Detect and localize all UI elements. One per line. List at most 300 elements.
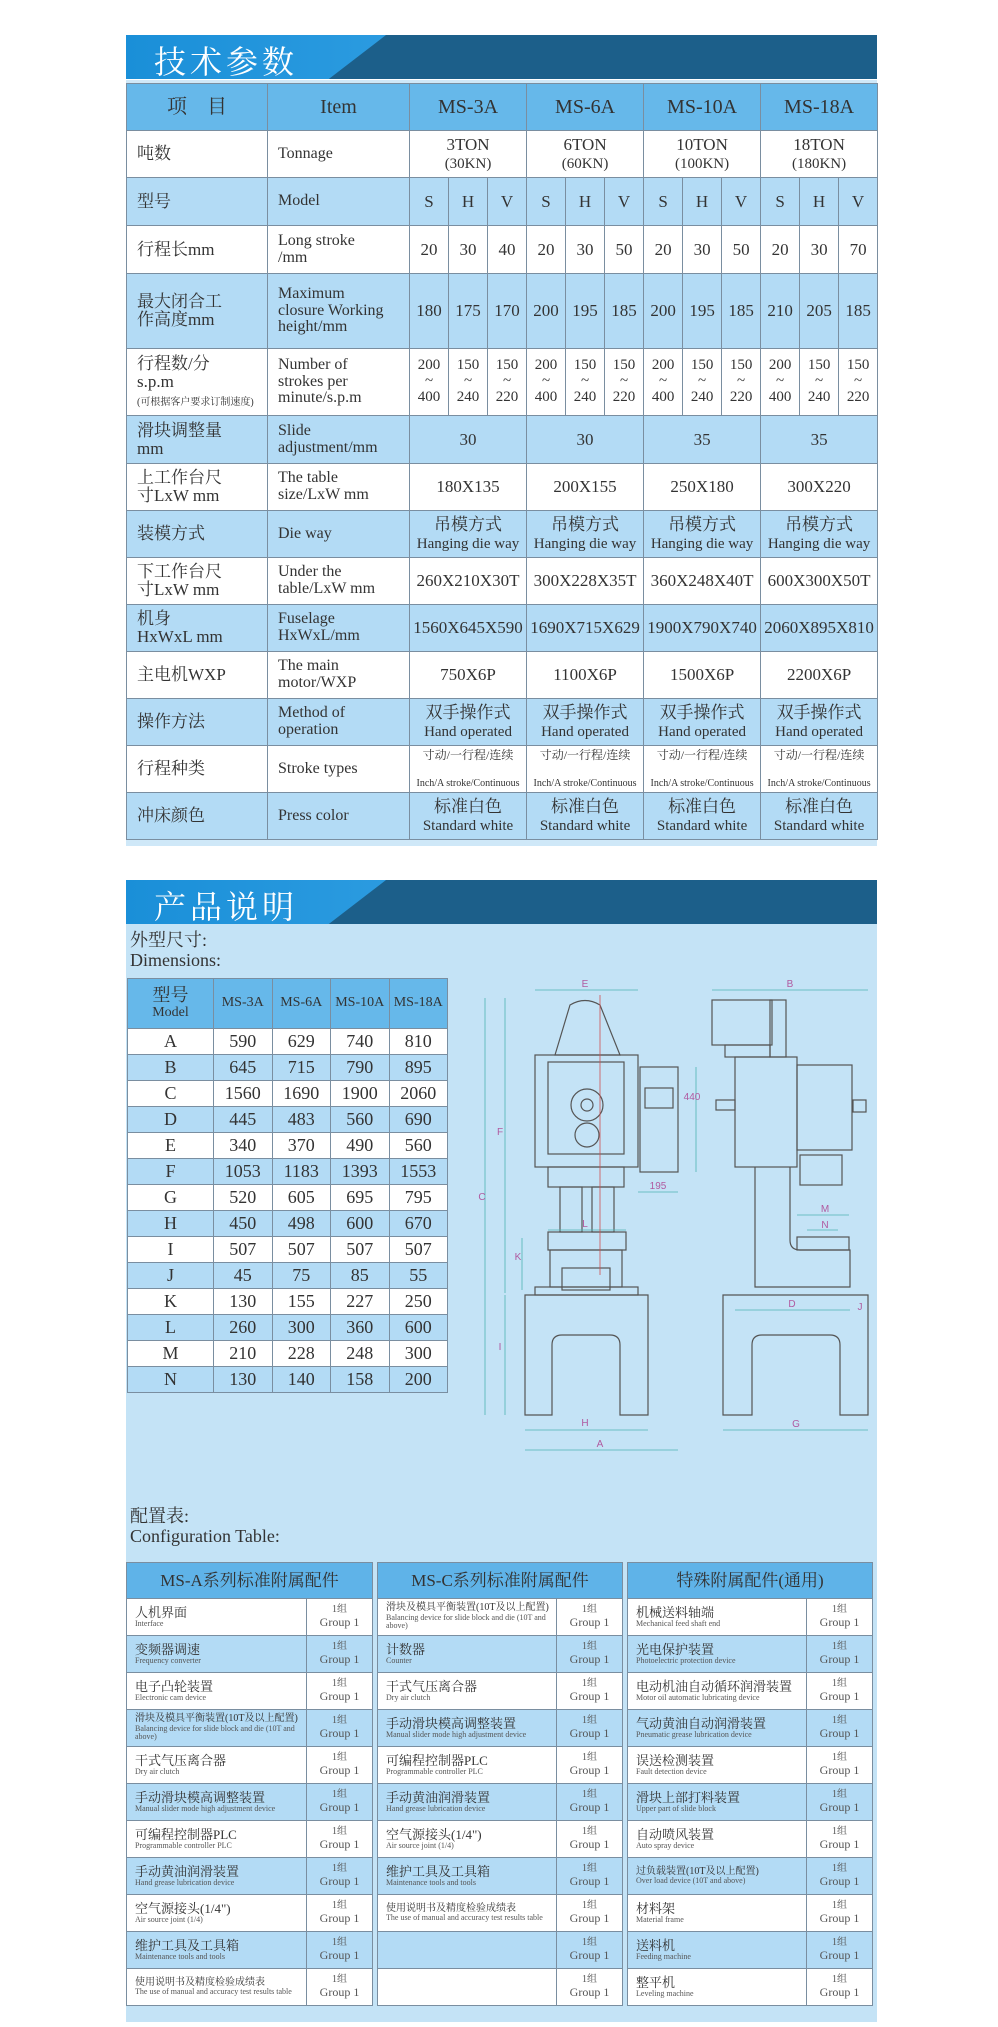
config-item: [127, 1710, 307, 1747]
value-line-2: Hand operated: [775, 723, 863, 740]
dimension-value: 629: [272, 1029, 331, 1055]
config-quantity: [307, 1895, 373, 1932]
config-quantity: [307, 1932, 373, 1969]
spec-value: [644, 746, 761, 793]
config-item: [378, 1969, 557, 2006]
dimension-value: 520: [214, 1185, 273, 1211]
spec-row: [127, 558, 878, 605]
drawing-label-n: N: [821, 1220, 829, 1231]
config-item-zh: 气动黄油自动润滑装置: [636, 1715, 767, 1731]
config-header-row: [378, 1563, 623, 1599]
spec-value: 210: [761, 274, 800, 349]
spec-row-label-zh: [127, 226, 268, 274]
dimension-value: 1393: [331, 1159, 390, 1185]
spec-value: S: [527, 178, 566, 226]
config-item: [628, 1599, 807, 1636]
config-item-zh: 手动黄油润滑装置: [386, 1789, 491, 1805]
spec-value: 20: [410, 226, 449, 274]
spec-header-cell: MS-18A: [761, 84, 878, 131]
quantity-en: Group 1: [569, 1910, 610, 1925]
quantity-zh: 1组: [832, 1604, 847, 1616]
spec-row: [127, 349, 878, 416]
label-zh: 行程种类: [137, 759, 205, 779]
drawing-label-k: K: [514, 1252, 522, 1263]
config-item: [127, 1821, 307, 1858]
spec-value: 150 ~ 220: [488, 349, 527, 416]
quantity-en: Group 1: [819, 1614, 860, 1629]
spec-value: [527, 699, 644, 746]
quantity-en: Group 1: [319, 1836, 360, 1851]
config-row: [378, 1895, 623, 1932]
value-line-2: Standard white: [773, 817, 865, 834]
dimension-key: G: [128, 1185, 214, 1211]
value-line-1: 标准白色: [668, 796, 737, 816]
spec-row-label-en: Long stroke /mm: [268, 226, 410, 274]
spec-row: [127, 178, 878, 226]
spec-value: 35: [761, 416, 878, 464]
spec-value: [761, 793, 878, 840]
config-item: [378, 1599, 557, 1636]
config-item-zh: 整平机: [636, 1974, 676, 1990]
spec-row-label-zh: [127, 558, 268, 605]
quantity-zh: 1组: [832, 1937, 847, 1949]
spec-row-label-zh: [127, 652, 268, 699]
config-quantity: [807, 1895, 873, 1932]
dimension-key: F: [128, 1159, 214, 1185]
value-line-2: Hanging die way: [650, 535, 754, 552]
spec-header-cell: 项 目: [127, 84, 268, 131]
spec-value: 250X180: [644, 464, 761, 511]
quantity-en: Group 1: [819, 1836, 860, 1851]
dimension-value: 1690: [272, 1081, 331, 1107]
config-item-zh: 空气源接头(1/4"): [386, 1826, 482, 1842]
spec-row: [127, 226, 878, 274]
config-row: [628, 1784, 873, 1821]
dimension-value: 228: [272, 1341, 331, 1367]
dimensions-header-row: [128, 979, 448, 1029]
config-item-en: Frequency converter: [135, 1655, 201, 1665]
config-item: [378, 1858, 557, 1895]
config-item-zh: 可编程控制器PLC: [386, 1752, 488, 1768]
config-row: [127, 1821, 373, 1858]
drawing-label-j: J: [857, 1302, 863, 1313]
label-zh: 吨数: [137, 144, 171, 164]
dimension-value: 645: [214, 1055, 273, 1081]
value-line-1: 标准白色: [785, 796, 854, 816]
drawing-label-c: C: [478, 1192, 486, 1203]
dimension-value: 85: [331, 1263, 390, 1289]
label-zh: 滑块调整量 mm: [137, 420, 222, 458]
spec-value: 30: [800, 226, 839, 274]
spec-value: [410, 511, 527, 558]
config-row: [378, 1599, 623, 1636]
quantity-zh: 1组: [832, 1789, 847, 1801]
config-quantity: [557, 1784, 623, 1821]
config-item-zh: 手动滑块模高调整装置: [135, 1789, 266, 1805]
drawing-label-l: L: [582, 1219, 588, 1230]
config-item-en: Electronic cam device: [135, 1692, 207, 1702]
config-item-en: Auto spray device: [636, 1840, 695, 1850]
value-line-1: 双手操作式: [776, 702, 862, 722]
dimension-value: 810: [389, 1029, 448, 1055]
config-row: [127, 1673, 373, 1710]
dimension-value: 200: [389, 1367, 448, 1393]
drawing-label-b: B: [786, 979, 794, 990]
config-row: [127, 1932, 373, 1969]
dimension-value: 250: [389, 1289, 448, 1315]
model-header: [128, 979, 214, 1029]
spec-value: V: [839, 178, 878, 226]
config-row: [378, 1784, 623, 1821]
dimension-value: 740: [331, 1029, 390, 1055]
value-line-2: Hand operated: [424, 723, 512, 740]
quantity-en: Group 1: [569, 1947, 610, 1962]
spec-value: 1900X790X740: [644, 605, 761, 652]
spec-row-label-zh: [127, 416, 268, 464]
quantity-en: Group 1: [319, 1984, 360, 1999]
config-item: [127, 1599, 307, 1636]
spec-value: 360X248X40T: [644, 558, 761, 605]
spec-row-label-en: Method of operation: [268, 699, 410, 746]
config-item: [628, 1821, 807, 1858]
dimension-value: 600: [389, 1315, 448, 1341]
config-row: [628, 1895, 873, 1932]
config-quantity: [557, 1710, 623, 1747]
value-line-2: Standard white: [656, 817, 748, 834]
spec-value: 150 ~ 220: [605, 349, 644, 416]
spec-value: 150 ~ 220: [839, 349, 878, 416]
dimension-value: 795: [389, 1185, 448, 1211]
config-quantity: [307, 1784, 373, 1821]
config-item: [628, 1858, 807, 1895]
spec-row-label-en: Under the table/LxW mm: [268, 558, 410, 605]
label-note: (可根据客户要求订制速度): [137, 396, 254, 408]
dimension-row: [128, 1029, 448, 1055]
quantity-zh: 1组: [832, 1752, 847, 1764]
spec-value: 170: [488, 274, 527, 349]
quantity-en: Group 1: [819, 1688, 860, 1703]
drawing-label-195: 195: [649, 1181, 667, 1192]
dimension-value: 210: [214, 1341, 273, 1367]
config-item-en: Fault detection device: [636, 1766, 707, 1776]
spec-header-row: [127, 84, 878, 131]
spec-value: 30: [566, 226, 605, 274]
dimension-value: 715: [272, 1055, 331, 1081]
value-line-1: 寸动/一行程/连续: [539, 747, 631, 762]
spec-value: 195: [683, 274, 722, 349]
spec-value: 185: [839, 274, 878, 349]
value-line-1: 吊模方式: [434, 514, 503, 534]
spec-value: 150 ~ 240: [566, 349, 605, 416]
spec-value: 260X210X30T: [410, 558, 527, 605]
config-item-en: The use of manual and accuracy test results table: [135, 1987, 292, 1997]
dimension-value: 55: [389, 1263, 448, 1289]
quantity-en: Group 1: [819, 1799, 860, 1814]
config-row: [378, 1636, 623, 1673]
config-header-row: [127, 1563, 373, 1599]
quantity-en: Group 1: [569, 1984, 610, 1999]
value-line-1: 标准白色: [434, 796, 503, 816]
value-line-1: 寸动/一行程/连续: [656, 747, 748, 762]
dimension-key: H: [128, 1211, 214, 1237]
drawing-label-e: E: [581, 979, 589, 990]
dimension-value: 695: [331, 1185, 390, 1211]
dimension-value: 560: [331, 1107, 390, 1133]
dimension-value: 507: [214, 1237, 273, 1263]
quantity-en: Group 1: [319, 1947, 360, 1962]
dimension-value: 690: [389, 1107, 448, 1133]
config-item: [628, 1932, 807, 1969]
spec-row-label-zh: [127, 746, 268, 793]
dimension-row: [128, 1315, 448, 1341]
config-quantity: [807, 1784, 873, 1821]
value-line-1: 标准白色: [551, 796, 620, 816]
dimension-value: 155: [272, 1289, 331, 1315]
spec-value: [761, 511, 878, 558]
config-item-zh: 自动喷风装置: [636, 1826, 715, 1842]
config-table: [377, 1562, 623, 2006]
spec-value: [410, 699, 527, 746]
config-item-zh: 计数器: [386, 1641, 426, 1657]
value-line-1: 3TON: [446, 134, 490, 154]
config-table: [126, 1562, 373, 2006]
value-line-2: Standard white: [422, 817, 514, 834]
spec-value: H: [683, 178, 722, 226]
dimension-value: 248: [331, 1341, 390, 1367]
quantity-en: Group 1: [569, 1614, 610, 1629]
config-item-zh: 干式气压离合器: [135, 1752, 227, 1768]
config-item: [628, 1895, 807, 1932]
dimension-key: M: [128, 1341, 214, 1367]
label-zh: 上工作台尺 寸LxW mm: [137, 468, 222, 505]
quantity-en: Group 1: [569, 1725, 610, 1740]
config-item-zh: 过负载装置(10T及以上配置): [636, 1865, 759, 1877]
front-view: [525, 1001, 678, 1416]
config-quantity: [307, 1636, 373, 1673]
dimension-value: 670: [389, 1211, 448, 1237]
config-row: [127, 1710, 373, 1747]
config-row: [628, 1932, 873, 1969]
spec-value: 20: [527, 226, 566, 274]
spec-value: 180X135: [410, 464, 527, 511]
config-item-en: The use of manual and accuracy test results table: [386, 1913, 543, 1923]
quantity-en: Group 1: [819, 1910, 860, 1925]
dimension-value: 75: [272, 1263, 331, 1289]
config-quantity: [807, 1969, 873, 2006]
spec-value: H: [449, 178, 488, 226]
quantity-zh: 1组: [332, 1937, 347, 1949]
dimensions-label-zh: 外型尺寸:: [130, 930, 208, 950]
spec-row-label-en: The table size/LxW mm: [268, 464, 410, 511]
config-item-en: Balancing device for slide block and die (10T and above): [135, 1723, 295, 1742]
spec-value: 150 ~ 220: [722, 349, 761, 416]
quantity-en: Group 1: [569, 1762, 610, 1777]
label-zh: 主电机WXP: [137, 665, 226, 685]
value-line-2: Inch/A stroke/Continuous: [767, 777, 871, 789]
config-item: [378, 1673, 557, 1710]
config-row: [628, 1821, 873, 1858]
dimension-key: K: [128, 1289, 214, 1315]
label-zh: 行程数/分 s.p.m: [137, 354, 210, 392]
config-quantity: [307, 1858, 373, 1895]
spec-value: 30: [410, 416, 527, 464]
spec-row-label-en: Maximum closure Working height/mm: [268, 274, 410, 349]
config-item-zh: 空气源接头(1/4"): [135, 1900, 231, 1916]
config-row: [628, 1710, 873, 1747]
model-header-zh: 型号: [152, 985, 189, 1006]
spec-value: 300X220: [761, 464, 878, 511]
dimension-value: 130: [214, 1367, 273, 1393]
model-column-header: MS-18A: [389, 979, 448, 1029]
drawing-label-a: A: [596, 1439, 604, 1450]
spec-value: 600X300X50T: [761, 558, 878, 605]
quantity-zh: 1组: [582, 1641, 597, 1653]
quantity-zh: 1组: [832, 1863, 847, 1875]
config-item-zh: 材料架: [636, 1900, 676, 1916]
config-row: [628, 1747, 873, 1784]
config-quantity: [807, 1599, 873, 1636]
config-item-en: Interface: [135, 1618, 164, 1628]
dimension-row: [128, 1185, 448, 1211]
config-item-en: Manual slider mode high adjustment device: [135, 1803, 276, 1813]
quantity-zh: 1组: [832, 1900, 847, 1912]
value-line-1: 寸动/一行程/连续: [422, 747, 514, 762]
config-item-zh: 维护工具及工具箱: [386, 1863, 491, 1879]
spec-value: [527, 746, 644, 793]
spec-value: [761, 699, 878, 746]
spec-row-label-en: The main motor/WXP: [268, 652, 410, 699]
spec-value: 180: [410, 274, 449, 349]
value-line-1: 6TON: [563, 134, 607, 154]
dimension-key: A: [128, 1029, 214, 1055]
spec-value: [644, 511, 761, 558]
config-item-en: Pneumatic grease lubrication device: [636, 1729, 752, 1739]
value-line-2: Hand operated: [658, 723, 746, 740]
spec-row-label-zh: [127, 274, 268, 349]
config-item-en: Counter: [386, 1655, 412, 1665]
dimension-value: 300: [272, 1315, 331, 1341]
config-item: [378, 1710, 557, 1747]
dimension-value: 483: [272, 1107, 331, 1133]
config-item: [378, 1932, 557, 1969]
config-item-zh: 变频器调速: [135, 1641, 201, 1657]
quantity-en: Group 1: [819, 1762, 860, 1777]
dimension-value: 605: [272, 1185, 331, 1211]
spec-value: 150 ~ 240: [683, 349, 722, 416]
config-quantity: [307, 1599, 373, 1636]
dimension-value: 360: [331, 1315, 390, 1341]
config-item-zh: 电子凸轮装置: [135, 1678, 214, 1694]
config-quantity: [557, 1673, 623, 1710]
label-zh: 最大闭合工 作高度mm: [137, 292, 222, 329]
spec-value: [410, 793, 527, 840]
spec-value: H: [566, 178, 605, 226]
config-quantity: [557, 1821, 623, 1858]
model-header-en: Model: [152, 1005, 189, 1020]
drawing-label-m: M: [820, 1204, 830, 1215]
side-view: [712, 1000, 868, 1415]
value-line-1: 双手操作式: [425, 702, 511, 722]
drawing-label-i: I: [498, 1342, 502, 1353]
config-item-en: Programmable controller PLC: [135, 1840, 232, 1850]
spec-row: [127, 652, 878, 699]
config-item-zh: 电动机油自动循环润滑装置: [636, 1678, 793, 1694]
dimension-value: 140: [272, 1367, 331, 1393]
spec-value: 30: [449, 226, 488, 274]
quantity-en: Group 1: [319, 1910, 360, 1925]
config-row: [628, 1636, 873, 1673]
config-label-zh: 配置表:: [130, 1506, 190, 1526]
label-zh: 操作方法: [137, 712, 205, 732]
config-item: [628, 1784, 807, 1821]
spec-value: 2200X6P: [761, 652, 878, 699]
dimension-value: 45: [214, 1263, 273, 1289]
dimension-value: 507: [331, 1237, 390, 1263]
value-line-2: Inch/A stroke/Continuous: [416, 777, 520, 789]
spec-value: [527, 511, 644, 558]
label-zh: 型号: [137, 191, 171, 211]
spec-table: [126, 83, 878, 840]
spec-value: 200 ~ 400: [761, 349, 800, 416]
config-item: [378, 1895, 557, 1932]
quantity-en: Group 1: [319, 1873, 360, 1888]
quantity-zh: 1组: [832, 1826, 847, 1838]
value-line-2: Inch/A stroke/Continuous: [650, 777, 754, 789]
spec-row-label-zh: [127, 511, 268, 558]
spec-value: [644, 699, 761, 746]
value-line-2: Hand operated: [541, 723, 629, 740]
dimension-key: I: [128, 1237, 214, 1263]
dimension-value: 450: [214, 1211, 273, 1237]
config-item-en: Maintenance tools and tools: [135, 1951, 225, 1961]
spec-value: 70: [839, 226, 878, 274]
spec-value: 30: [683, 226, 722, 274]
dimension-value: 1183: [272, 1159, 331, 1185]
value-line-1: 吊模方式: [551, 514, 620, 534]
spec-value: 200 ~ 400: [410, 349, 449, 416]
model-column-header: MS-6A: [272, 979, 331, 1029]
config-item-en: Leveling machine: [636, 1988, 694, 1998]
config-quantity: [307, 1747, 373, 1784]
spec-row-label-zh: [127, 605, 268, 652]
dimension-row: [128, 1107, 448, 1133]
spec-header-cell: MS-10A: [644, 84, 761, 131]
spec-header-cell: MS-6A: [527, 84, 644, 131]
quantity-en: Group 1: [319, 1614, 360, 1629]
dimension-value: 1553: [389, 1159, 448, 1185]
dimension-row: [128, 1211, 448, 1237]
label-zh: 下工作台尺 寸LxW mm: [137, 562, 222, 599]
quantity-zh: 1组: [582, 1789, 597, 1801]
config-item: [628, 1969, 807, 2006]
dimension-key: J: [128, 1263, 214, 1289]
quantity-zh: 1组: [832, 1678, 847, 1690]
config-item: [628, 1710, 807, 1747]
product-section-banner: [126, 880, 877, 924]
config-item-zh: 维护工具及工具箱: [135, 1937, 240, 1953]
dimension-lines: [485, 990, 868, 1450]
dimension-value: 507: [389, 1237, 448, 1263]
config-quantity: [807, 1821, 873, 1858]
value-line-2: (180KN): [791, 155, 847, 172]
quantity-en: Group 1: [319, 1725, 360, 1740]
quantity-zh: 1组: [332, 1900, 347, 1912]
spec-value: V: [605, 178, 644, 226]
spec-value: 195: [566, 274, 605, 349]
value-line-1: 吊模方式: [785, 514, 854, 534]
spec-row: [127, 464, 878, 511]
config-item-en: Manual slider mode high adjustment device: [386, 1729, 527, 1739]
